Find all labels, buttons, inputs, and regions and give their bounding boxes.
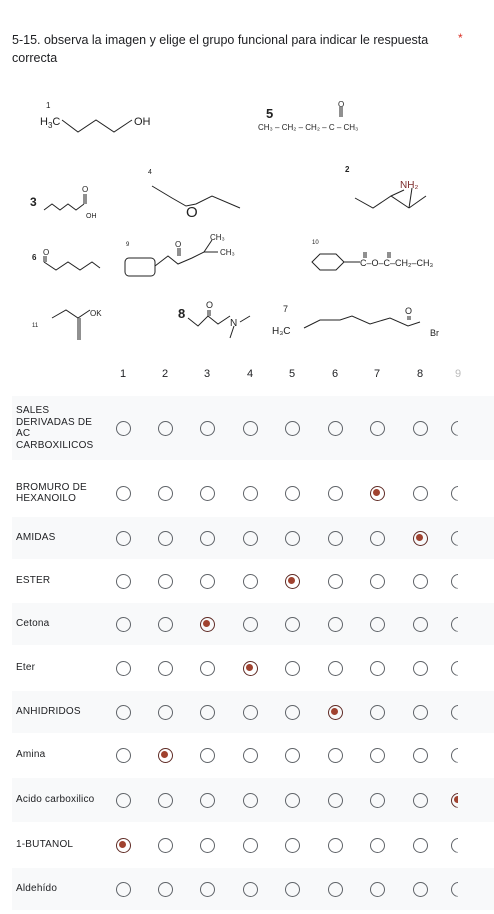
row-label: ANHIDRIDOS xyxy=(16,706,81,718)
radio-option-7[interactable] xyxy=(370,748,385,763)
fig1-oh: OH xyxy=(134,116,151,128)
radio-option-7[interactable] xyxy=(370,838,385,853)
radio-option-9[interactable] xyxy=(451,705,466,720)
radio-option-3[interactable] xyxy=(200,486,215,501)
radio-option-4[interactable] xyxy=(243,748,258,763)
radio-option-6[interactable] xyxy=(328,705,343,720)
radio-option-7[interactable] xyxy=(370,705,385,720)
radio-option-1[interactable] xyxy=(116,574,131,589)
radio-option-9[interactable] xyxy=(451,793,466,808)
column-header-7: 7 xyxy=(373,368,381,380)
radio-option-9[interactable] xyxy=(451,838,466,853)
radio-option-2[interactable] xyxy=(158,574,173,589)
radio-option-8[interactable] xyxy=(413,882,428,897)
fig7-number: 7 xyxy=(283,304,289,314)
row-label: SALES DERIVADAS DE AC CARBOXILICOS xyxy=(16,405,94,451)
grid-row xyxy=(12,517,494,559)
radio-option-2[interactable] xyxy=(158,661,173,676)
grid-row xyxy=(12,868,494,910)
row-label: 1-BUTANOL xyxy=(16,839,74,851)
fig9-benzene xyxy=(125,258,155,276)
radio-option-9[interactable] xyxy=(451,531,466,546)
radio-option-2[interactable] xyxy=(158,705,173,720)
radio-option-3[interactable] xyxy=(200,838,215,853)
fig6-number: 6 xyxy=(32,253,37,262)
column-header-5: 5 xyxy=(288,368,296,380)
fig6-o: O xyxy=(43,248,50,257)
grid-row xyxy=(12,603,494,645)
fig2-chain xyxy=(355,196,409,208)
radio-option-4[interactable] xyxy=(243,421,258,436)
radio-option-4[interactable] xyxy=(243,838,258,853)
fig8-chain xyxy=(188,316,230,326)
radio-option-5[interactable] xyxy=(285,793,300,808)
radio-option-5[interactable] xyxy=(285,574,300,589)
column-header-6: 6 xyxy=(331,368,339,380)
radio-option-7[interactable] xyxy=(370,793,385,808)
radio-option-8[interactable] xyxy=(413,617,428,632)
radio-option-7[interactable] xyxy=(370,617,385,632)
radio-option-9[interactable] xyxy=(451,617,466,632)
radio-option-4[interactable] xyxy=(243,531,258,546)
radio-option-3[interactable] xyxy=(200,617,215,632)
radio-option-2[interactable] xyxy=(158,748,173,763)
radio-option-7[interactable] xyxy=(370,882,385,897)
radio-option-1[interactable] xyxy=(116,486,131,501)
fig4-o: O xyxy=(186,204,198,221)
radio-option-8[interactable] xyxy=(413,531,428,546)
row-label: Amina xyxy=(16,749,46,761)
fig5-number: 5 xyxy=(266,106,274,121)
row-label: AMIDAS xyxy=(16,532,56,544)
radio-option-4[interactable] xyxy=(243,661,258,676)
radio-option-3[interactable] xyxy=(200,793,215,808)
grid-row xyxy=(12,734,494,776)
radio-option-6[interactable] xyxy=(328,421,343,436)
row-label: ESTER xyxy=(16,575,51,587)
grid-row xyxy=(12,396,494,460)
radio-option-1[interactable] xyxy=(116,617,131,632)
radio-option-4[interactable] xyxy=(243,486,258,501)
radio-option-5[interactable] xyxy=(285,882,300,897)
question-title: 5-15. observa la imagen y elige el grupo funcional para indicar le respuesta correcta xyxy=(12,33,429,65)
radio-option-8[interactable] xyxy=(413,486,428,501)
fig6-chain xyxy=(44,262,100,270)
radio-option-2[interactable] xyxy=(158,793,173,808)
fig7-o: O xyxy=(405,306,413,316)
fig3-number: 3 xyxy=(30,195,37,209)
radio-option-3[interactable] xyxy=(200,882,215,897)
radio-option-8[interactable] xyxy=(413,661,428,676)
fig3-o: O xyxy=(82,185,89,194)
radio-option-8[interactable] xyxy=(413,793,428,808)
row-label: Cetona xyxy=(16,618,50,630)
radio-option-6[interactable] xyxy=(328,486,343,501)
radio-option-4[interactable] xyxy=(243,705,258,720)
radio-option-9[interactable] xyxy=(451,574,466,589)
row-label: Eter xyxy=(16,662,36,674)
fig11-chain xyxy=(52,310,90,318)
fig3-chain xyxy=(44,204,84,210)
radio-option-2[interactable] xyxy=(158,421,173,436)
radio-option-1[interactable] xyxy=(116,793,131,808)
radio-option-7[interactable] xyxy=(370,421,385,436)
fig10-number: 10 xyxy=(312,240,319,246)
fig7-h3c: H₃C xyxy=(272,326,291,337)
radio-option-6[interactable] xyxy=(328,531,343,546)
column-header-9: 9 xyxy=(454,368,462,380)
column-header-3: 3 xyxy=(203,368,211,380)
radio-option-2[interactable] xyxy=(158,531,173,546)
radio-option-3[interactable] xyxy=(200,574,215,589)
radio-option-8[interactable] xyxy=(413,574,428,589)
radio-option-4[interactable] xyxy=(243,574,258,589)
column-header-4: 4 xyxy=(246,368,254,380)
radio-option-1[interactable] xyxy=(116,882,131,897)
grid-row xyxy=(12,778,494,822)
fig10-formula: C–O–C–CH₂–CH₃ xyxy=(360,258,434,268)
radio-option-5[interactable] xyxy=(285,838,300,853)
fig9-ch3-right: CH₃ xyxy=(220,248,235,257)
radio-option-4[interactable] xyxy=(243,882,258,897)
fig9-number: 9 xyxy=(126,242,130,248)
radio-option-4[interactable] xyxy=(243,793,258,808)
radio-option-2[interactable] xyxy=(158,838,173,853)
radio-option-5[interactable] xyxy=(285,421,300,436)
fig11-ok: OK xyxy=(90,309,102,318)
radio-option-6[interactable] xyxy=(328,574,343,589)
radio-option-8[interactable] xyxy=(413,421,428,436)
fig8-o: O xyxy=(206,300,214,310)
grid-row xyxy=(12,471,494,515)
column-header-1: 1 xyxy=(119,368,127,380)
fig1-number: 1 xyxy=(46,101,51,110)
fig3-oh: OH xyxy=(86,213,97,220)
radio-option-1[interactable] xyxy=(116,705,131,720)
fig8-n: N xyxy=(230,318,238,329)
radio-option-2[interactable] xyxy=(158,617,173,632)
radio-option-7[interactable] xyxy=(370,531,385,546)
radio-option-6[interactable] xyxy=(328,617,343,632)
column-header-2: 2 xyxy=(161,368,169,380)
fig5-formula: CH₃ – CH₂ – CH₂ – C – CH₃ xyxy=(258,123,359,132)
fig7-br: Br xyxy=(430,328,439,338)
question-image xyxy=(0,80,494,360)
row-label: BROMURO DE HEXANOILO xyxy=(16,481,87,504)
fig1-chain xyxy=(62,120,132,132)
fig11-number: 11 xyxy=(32,323,39,329)
radio-option-1[interactable] xyxy=(116,838,131,853)
radio-option-5[interactable] xyxy=(285,531,300,546)
radio-option-3[interactable] xyxy=(200,421,215,436)
fig1-h3c: $H_3C$ xyxy=(40,116,61,130)
grid-row xyxy=(12,647,494,689)
radio-option-6[interactable] xyxy=(328,748,343,763)
column-header-8: 8 xyxy=(416,368,424,380)
radio-option-9[interactable] xyxy=(451,748,466,763)
required-asterisk: * xyxy=(458,31,463,45)
radio-option-7[interactable] xyxy=(370,486,385,501)
radio-option-3[interactable] xyxy=(200,531,215,546)
fig8-number: 8 xyxy=(178,306,186,321)
radio-option-9[interactable] xyxy=(451,661,466,676)
radio-option-6[interactable] xyxy=(328,838,343,853)
grid-row xyxy=(12,560,494,602)
radio-option-1[interactable] xyxy=(116,661,131,676)
radio-option-8[interactable] xyxy=(413,748,428,763)
radio-option-1[interactable] xyxy=(116,421,131,436)
row-label: Aldehído xyxy=(16,883,58,895)
radio-option-7[interactable] xyxy=(370,661,385,676)
fig4-number: 4 xyxy=(148,169,152,176)
choice-grid xyxy=(0,360,494,910)
radio-option-9[interactable] xyxy=(451,882,466,897)
radio-option-4[interactable] xyxy=(243,617,258,632)
radio-option-9[interactable] xyxy=(451,421,466,436)
grid-row xyxy=(12,691,494,733)
radio-option-5[interactable] xyxy=(285,661,300,676)
radio-option-1[interactable] xyxy=(116,748,131,763)
radio-option-5[interactable] xyxy=(285,705,300,720)
radio-option-3[interactable] xyxy=(200,661,215,676)
radio-option-6[interactable] xyxy=(328,882,343,897)
fig9-ch3-top: CH₃ xyxy=(210,233,225,242)
radio-option-5[interactable] xyxy=(285,486,300,501)
radio-option-1[interactable] xyxy=(116,531,131,546)
radio-option-8[interactable] xyxy=(413,838,428,853)
radio-option-3[interactable] xyxy=(200,705,215,720)
radio-option-9[interactable] xyxy=(451,486,466,501)
fig5-oxygen: O xyxy=(338,100,345,109)
fig2-nh2: NH₂ xyxy=(400,180,419,191)
radio-option-3[interactable] xyxy=(200,748,215,763)
fig2-number: 2 xyxy=(345,165,350,174)
radio-option-8[interactable] xyxy=(413,705,428,720)
radio-option-5[interactable] xyxy=(285,748,300,763)
radio-option-6[interactable] xyxy=(328,661,343,676)
grid-row xyxy=(12,824,494,866)
radio-option-2[interactable] xyxy=(158,882,173,897)
row-label: Acido carboxilico xyxy=(16,794,95,806)
fig10-benzene xyxy=(312,254,344,270)
fig9-o-carbonyl: O xyxy=(175,240,182,249)
radio-option-2[interactable] xyxy=(158,486,173,501)
radio-option-5[interactable] xyxy=(285,617,300,632)
radio-option-6[interactable] xyxy=(328,793,343,808)
radio-option-7[interactable] xyxy=(370,574,385,589)
